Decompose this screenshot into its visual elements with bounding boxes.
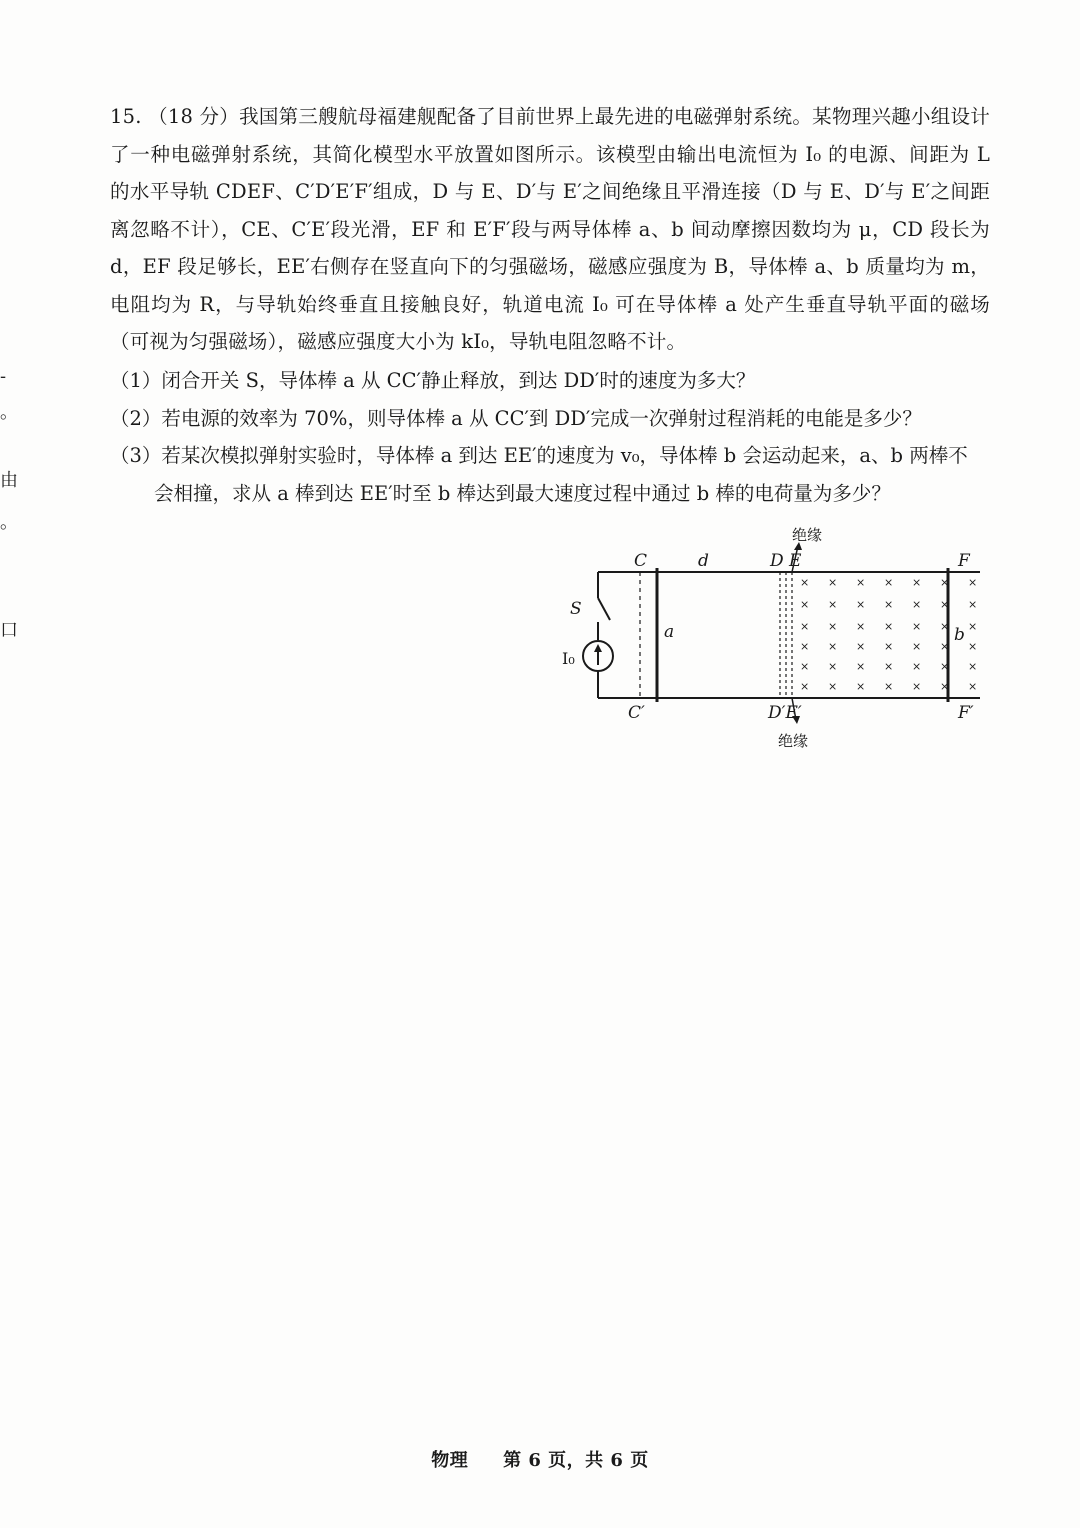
field-mark: ×: [968, 660, 978, 673]
margin-mark: 。: [0, 512, 18, 533]
margin-mark: -: [0, 366, 7, 387]
field-mark: ×: [856, 598, 866, 611]
field-mark: ×: [828, 576, 838, 589]
field-mark: ×: [800, 620, 810, 633]
label-insulation-top: 绝缘: [792, 526, 823, 544]
field-mark: ×: [828, 620, 838, 633]
field-mark: ×: [912, 576, 922, 589]
field-mark: ×: [912, 620, 922, 633]
problem-intro: 我国第三艘航母福建舰配备了目前世界上最先进的电磁弹射系统。某物理兴趣小组设计了一种电磁弹射系统，其简化模型水平放置如图所示。该模型由输出电流恒为 I₀ 的电源、间距为 L 的水平导轨 CDEF、C′D′E′F′组成，D 与 E、D′与 E′之间绝缘且平滑连接（D 与 E、D′与 E′之间距离忽略不计），CE、C′E′段光滑，EF 和 E′F′段与两导体棒 a、b 间动摩擦因数均为 μ，CD 段长为 d，EF 段足够长，EE′右侧存在竖直向下的匀强磁场，磁感应强度为 B，导体棒 a、b 质量均为 m，电阻均为 R，与导轨始终垂直且接触良好，轨道电流 I₀ 可在导体棒 a 处产生垂直导轨平面的磁场（可视为匀强磁场），磁感应强度大小为 kI₀，导轨电阻忽略不计。: [110, 105, 990, 353]
field-mark: ×: [884, 660, 894, 673]
field-mark: ×: [912, 660, 922, 673]
label-d-e-prime: D′E′: [768, 703, 802, 723]
label-f: F: [958, 551, 970, 571]
field-mark: ×: [940, 640, 950, 653]
field-mark: ×: [884, 620, 894, 633]
footer-page-number: 第 6 页，共 6 页: [503, 1450, 649, 1471]
label-insulation-bottom: 绝缘: [778, 732, 809, 750]
label-a: a: [664, 622, 675, 642]
field-mark: ×: [856, 576, 866, 589]
field-mark: ×: [940, 680, 950, 693]
magnetic-field-marks: [800, 576, 977, 693]
field-mark: ×: [800, 660, 810, 673]
margin-mark: 。: [0, 402, 18, 423]
problem-body: [110, 98, 990, 361]
field-mark: ×: [968, 598, 978, 611]
margin-mark: 口: [0, 620, 18, 641]
label-s: S: [570, 599, 582, 619]
problem-number: 15.: [110, 105, 142, 128]
question-3: （3）若某次模拟弹射实验时，导体棒 a 到达 EE′的速度为 v₀，导体棒 b 会运动起来，a、b 两棒不: [110, 444, 968, 467]
field-mark: ×: [884, 640, 894, 653]
question-3-continued: 会相撞，求从 a 棒到达 EE′时至 b 棒达到最大速度过程中通过 b 棒的电荷量为多少？: [154, 481, 891, 505]
field-mark: ×: [884, 576, 894, 589]
sub-questions: [110, 362, 990, 512]
field-mark: ×: [828, 598, 838, 611]
field-mark: ×: [912, 680, 922, 693]
field-mark: ×: [884, 598, 894, 611]
field-mark: ×: [940, 576, 950, 589]
label-d-e: D E: [770, 551, 802, 571]
switch-s: [598, 598, 610, 620]
field-mark: ×: [940, 620, 950, 633]
field-mark: ×: [884, 680, 894, 693]
field-mark: ×: [856, 660, 866, 673]
source-arrowhead: [594, 644, 602, 652]
field-mark: ×: [968, 680, 978, 693]
label-d: d: [698, 551, 709, 571]
label-i0: I₀: [562, 649, 575, 668]
field-mark: ×: [856, 640, 866, 653]
label-b: b: [954, 625, 965, 645]
field-mark: ×: [940, 660, 950, 673]
field-mark: ×: [828, 660, 838, 673]
field-mark: ×: [800, 680, 810, 693]
field-mark: ×: [856, 620, 866, 633]
field-mark: ×: [968, 620, 978, 633]
question-1: （1）闭合开关 S，导体棒 a 从 CC′静止释放，到达 DD′时的速度为多大？: [110, 369, 756, 392]
field-mark: ×: [968, 576, 978, 589]
field-mark: ×: [800, 598, 810, 611]
question-2: （2）若电源的效率为 70%，则导体棒 a 从 CC′到 DD′完成一次弹射过程消耗的电能是多少？: [110, 406, 922, 430]
field-mark: ×: [828, 680, 838, 693]
field-mark: ×: [800, 640, 810, 653]
field-mark: ×: [968, 640, 978, 653]
field-mark: ×: [828, 640, 838, 653]
page-footer: [0, 1446, 1080, 1472]
field-mark: ×: [940, 598, 950, 611]
footer-subject: 物理: [431, 1450, 469, 1471]
margin-mark: 由: [0, 470, 18, 491]
problem-statement: [110, 98, 990, 361]
label-c: C: [634, 551, 648, 571]
field-mark: ×: [912, 640, 922, 653]
problem-points: （18 分）: [148, 105, 240, 128]
field-mark: ×: [800, 576, 810, 589]
label-c-prime: C′: [628, 703, 645, 723]
field-mark: ×: [912, 598, 922, 611]
rail-diagram: [560, 520, 1000, 760]
field-mark: ×: [856, 680, 866, 693]
label-f-prime: F′: [958, 703, 974, 723]
